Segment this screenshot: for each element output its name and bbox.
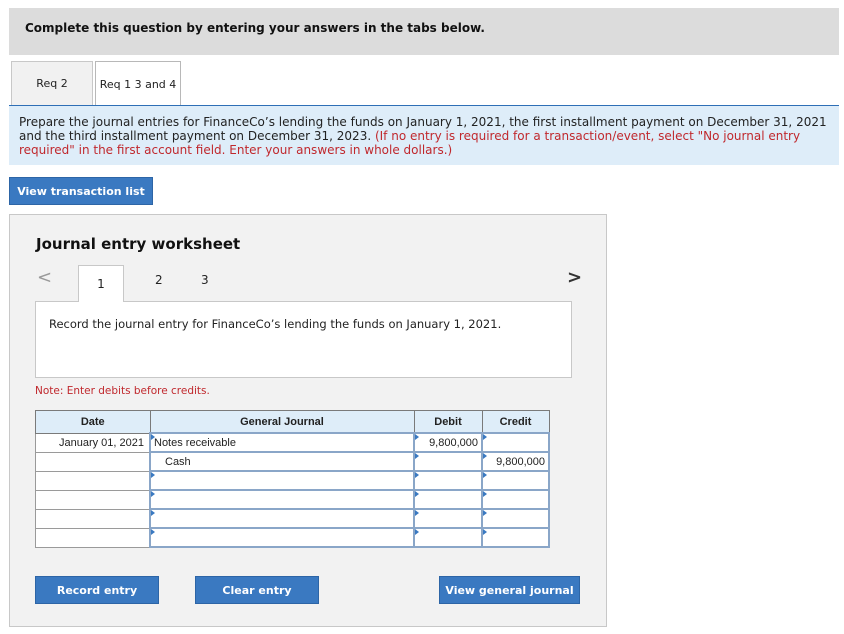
chevron-right-icon[interactable]: > xyxy=(567,267,583,288)
credit-header: Credit xyxy=(482,411,549,434)
view-transaction-list-button[interactable]: View transaction list xyxy=(9,177,153,205)
input-marker-icon xyxy=(415,529,419,535)
input-marker-icon xyxy=(483,453,487,459)
input-marker-icon xyxy=(483,472,487,478)
credit-cell[interactable] xyxy=(482,433,549,452)
dropdown-marker-icon xyxy=(151,472,155,478)
account-cell[interactable] xyxy=(150,452,414,471)
record-entry-button[interactable]: Record entry xyxy=(35,576,159,604)
table-row xyxy=(36,490,550,509)
dropdown-marker-icon xyxy=(151,434,155,440)
credit-cell[interactable] xyxy=(482,490,549,509)
date-cell[interactable] xyxy=(36,471,151,490)
input-marker-icon xyxy=(483,434,487,440)
input-marker-icon xyxy=(415,472,419,478)
account-cell[interactable] xyxy=(150,433,414,452)
account-cell[interactable] xyxy=(150,471,414,490)
account-header: General Journal xyxy=(150,411,414,434)
date-cell[interactable] xyxy=(36,452,151,471)
table-row xyxy=(36,471,550,490)
table-row xyxy=(36,509,550,528)
debit-cell[interactable] xyxy=(414,452,482,471)
debit-cell[interactable] xyxy=(414,433,482,452)
worksheet-page-3[interactable]: 3 xyxy=(201,273,209,287)
prompt-text: Prepare the journal entries for FinanceCo’s lending the funds on January 1, 2021, the first installment payment on December 31, 2021 and the third installment payment on December 31, 2023. xyxy=(19,115,827,143)
credit-cell[interactable] xyxy=(482,509,549,528)
table-row xyxy=(36,452,550,471)
view-general-journal-button[interactable]: View general journal xyxy=(439,576,580,604)
worksheet-title: Journal entry worksheet xyxy=(36,235,241,253)
debit-cell[interactable] xyxy=(414,528,482,547)
tab-label: Req 1 3 and 4 xyxy=(99,77,177,91)
input-marker-icon xyxy=(415,491,419,497)
input-marker-icon xyxy=(415,453,419,459)
transaction-description xyxy=(35,301,572,378)
journal-table xyxy=(35,410,550,548)
page-number: 1 xyxy=(97,277,105,291)
worksheet-page-2[interactable]: 2 xyxy=(155,273,163,287)
chevron-left-icon[interactable]: < xyxy=(37,267,53,288)
account-value: Notes receivable xyxy=(154,436,236,449)
dropdown-marker-icon xyxy=(151,529,155,535)
input-marker-icon xyxy=(483,529,487,535)
table-header-row xyxy=(36,411,550,434)
date-header: Date xyxy=(36,411,151,434)
worksheet-page-1[interactable] xyxy=(78,265,124,302)
credit-value: 9,800,000 xyxy=(496,455,545,468)
input-marker-icon xyxy=(415,434,419,440)
dropdown-marker-icon xyxy=(151,510,155,516)
clear-entry-button[interactable]: Clear entry xyxy=(195,576,319,604)
credit-cell[interactable] xyxy=(482,528,549,547)
tab-label: Req 2 xyxy=(36,77,68,90)
credit-cell[interactable] xyxy=(482,471,549,490)
date-cell[interactable] xyxy=(36,509,151,528)
dropdown-marker-icon xyxy=(151,491,155,497)
table-row xyxy=(36,433,550,452)
tab-req-1-3-4[interactable] xyxy=(95,61,181,106)
input-marker-icon xyxy=(483,491,487,497)
account-value: Cash xyxy=(165,455,191,468)
journal-entry-worksheet xyxy=(9,214,607,627)
debit-header: Debit xyxy=(414,411,482,434)
input-marker-icon xyxy=(415,510,419,516)
debit-cell[interactable] xyxy=(414,471,482,490)
debit-credit-note: Note: Enter debits before credits. xyxy=(35,385,210,397)
account-cell[interactable] xyxy=(150,509,414,528)
credit-cell[interactable] xyxy=(482,452,549,471)
prompt-red-text: (If no entry is required for a transaction/event, select "No journal entry required" in the first account field. Enter your answers in whole dollars.) xyxy=(19,129,801,157)
account-cell[interactable] xyxy=(150,490,414,509)
date-cell[interactable] xyxy=(36,528,151,547)
description-text: Record the journal entry for FinanceCo’s lending the funds on January 1, 2021. xyxy=(49,317,502,331)
instruction-text: Complete this question by entering your answers in the tabs below. xyxy=(25,21,485,35)
input-marker-icon xyxy=(483,510,487,516)
debit-cell[interactable] xyxy=(414,509,482,528)
account-cell[interactable] xyxy=(150,528,414,547)
date-cell[interactable] xyxy=(36,490,151,509)
table-row xyxy=(36,528,550,547)
debit-value: 9,800,000 xyxy=(429,436,478,449)
debit-cell[interactable] xyxy=(414,490,482,509)
instruction-bar xyxy=(9,8,839,55)
tab-req-2[interactable] xyxy=(11,61,93,105)
date-cell[interactable]: January 01, 2021 xyxy=(36,433,151,452)
question-prompt xyxy=(9,106,839,165)
